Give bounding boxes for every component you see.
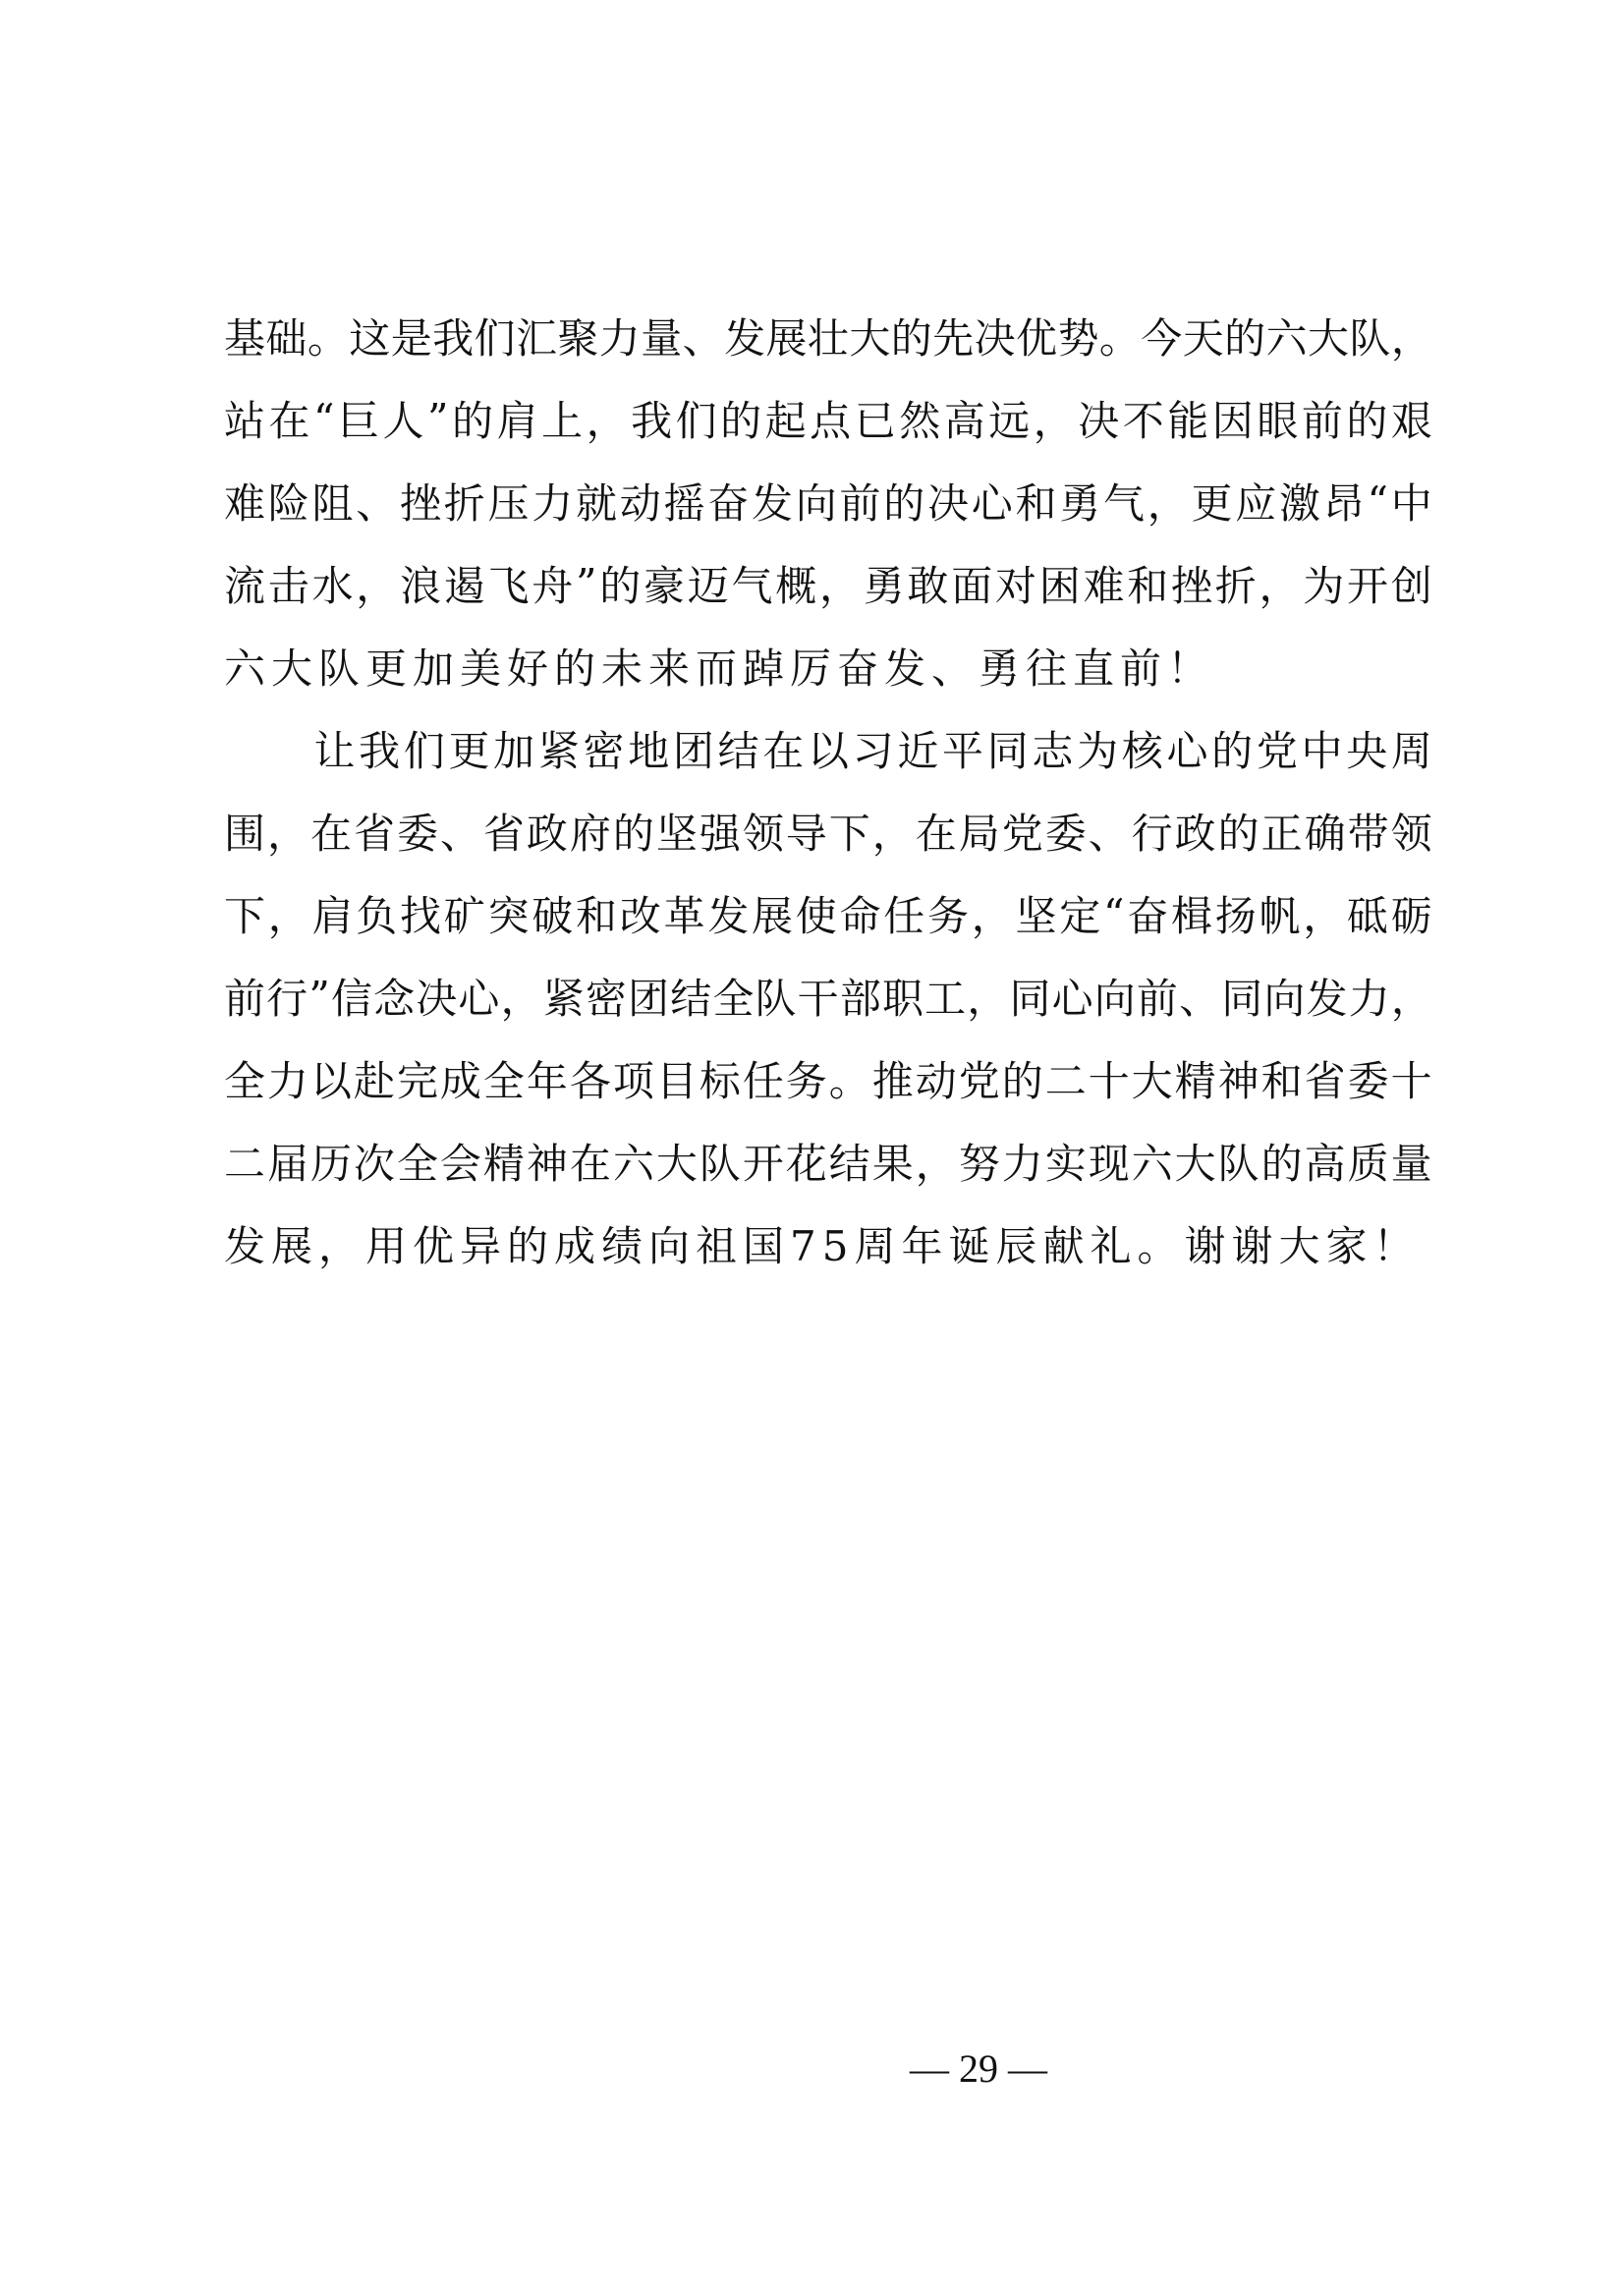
text-line-11: 二 届 历 次 全 会 精 神 在 六 大 队 开 花 结 果 ， 努 力 实 现 六 大 队 的 高 质 量 bbox=[224, 1140, 1432, 1188]
page-number: — 29 — bbox=[910, 2046, 1047, 2091]
text-line-9: 前 行 ” 信 念 决 心 ， 紧 密 团 结 全 队 干 部 职 工 ， 同 心 向 前 、 同 向 发 力 ， bbox=[224, 972, 1432, 1023]
text-line-6: 让 我 们 更 加 紧 密 地 团 结 在 以 习 近 平 同 志 为 核 心 的 党 中 央 周 bbox=[313, 727, 1432, 775]
text-line-8: 下 ， 肩 负 找 矿 突 破 和 改 革 发 展 使 命 任 务 ， 坚 定 “ 奋 楫 扬 帆 ， 砥 砺 bbox=[224, 889, 1432, 940]
body-text bbox=[224, 295, 1432, 1285]
text-line-1: 基 础 。 这 是 我 们 汇 聚 力 量 、 发 展 壮 大 的 先 决 优 势 。 今 天 的 六 大 队 ， bbox=[224, 314, 1432, 363]
text-line-12: 发展，用优异的成绩向祖国75周年诞辰献礼。谢谢大家！ bbox=[224, 1222, 1421, 1270]
text-line-7: 围 ， 在 省 委 、 省 政 府 的 坚 强 领 导 下 ， 在 局 党 委 、 行 政 的 正 确 带 领 bbox=[224, 810, 1432, 858]
text-line-10: 全 力 以 赴 完 成 全 年 各 项 目 标 任 务 。 推 动 党 的 二 十 大 精 神 和 省 委 十 bbox=[224, 1057, 1432, 1105]
text-line-2: 站 在 “ 巨 人 ” 的 肩 上 ， 我 们 的 起 点 已 然 高 远 ， 决 不 能 因 眼 前 的 艰 bbox=[224, 394, 1432, 445]
text-line-3: 难 险 阻 、 挫 折 压 力 就 动 摇 奋 发 向 前 的 决 心 和 勇 气 ， 更 应 激 昂 “ 中 bbox=[224, 476, 1432, 528]
text-line-4: 流 击 水 ， 浪 遏 飞 舟 ” 的 豪 迈 气 概 ， 勇 敢 面 对 困 难 和 挫 折 ， 为 开 创 bbox=[224, 559, 1432, 610]
text-line-5: 六大队更加美好的未来而踔厉奋发、勇往直前！ bbox=[224, 644, 1215, 693]
